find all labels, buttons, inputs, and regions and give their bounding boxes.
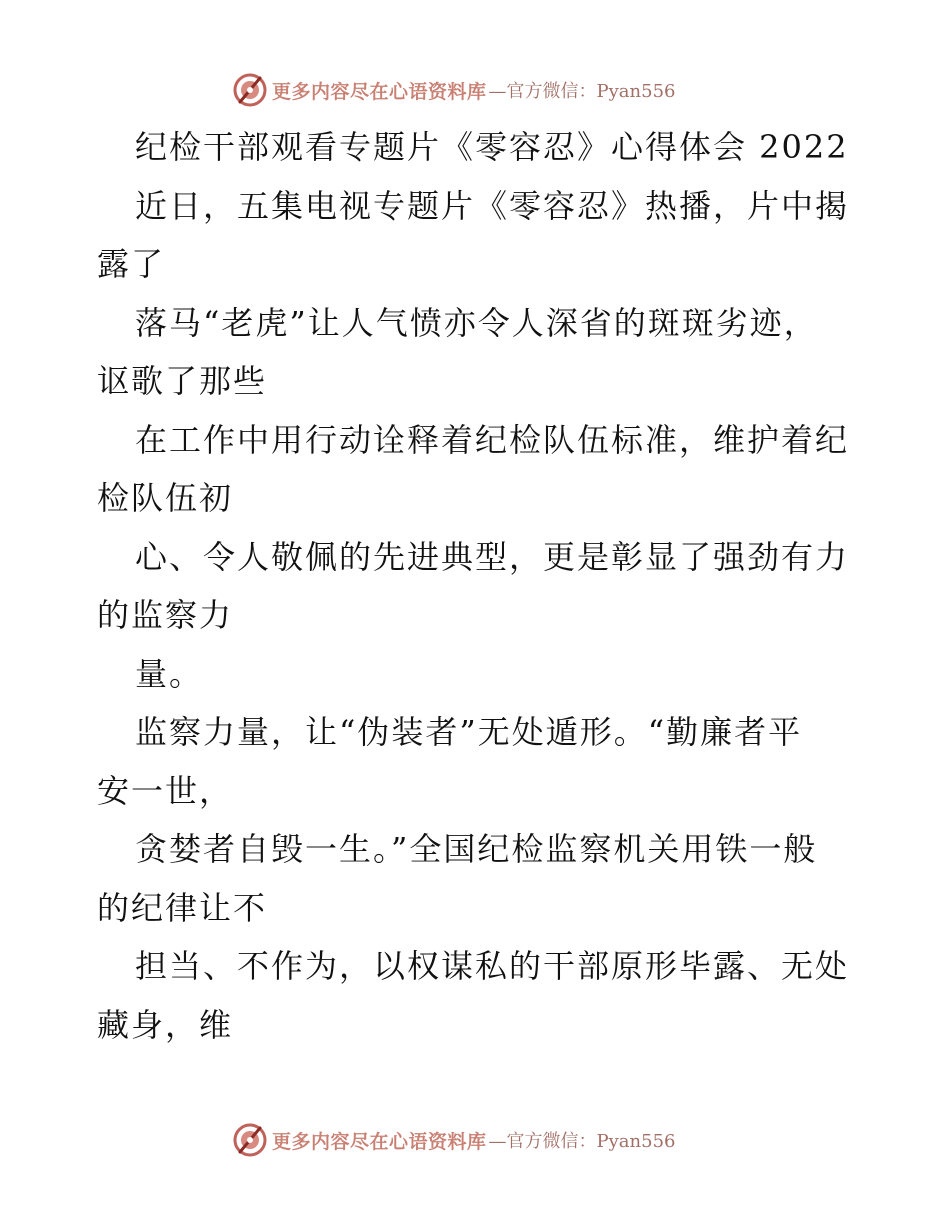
paragraph-line: 检队伍初	[97, 479, 234, 517]
paragraph-line: 露了	[97, 245, 166, 283]
paragraph-line: 藏身，维	[97, 1005, 234, 1044]
paragraph-line: 近日，五集电视专题片《零容忍》热播，片中揭	[135, 186, 850, 225]
paragraph-line: 讴歌了那些	[97, 362, 268, 400]
watermark-wechat-text: —官方微信：Pyan556	[488, 81, 676, 102]
paragraph-line: 安一世，	[97, 771, 234, 810]
document-title: 纪检干部观看专题片《零容忍》心得体会 2022	[135, 128, 849, 166]
red-seal-logo-icon	[232, 72, 268, 108]
header-watermark	[232, 70, 675, 110]
paragraph-line: 的监察力	[97, 596, 234, 634]
watermark-wechat-text: —官方微信：Pyan556	[488, 1131, 676, 1152]
red-seal-logo-icon	[232, 1122, 268, 1158]
paragraph-line: 监察力量，让“伪装者”无处遁形。“勤廉者平	[135, 713, 803, 751]
paragraph-line: 在工作中用行动诠释着纪检队伍标准，维护着纪	[135, 420, 850, 459]
footer-watermark	[232, 1120, 675, 1160]
watermark-lead-text: 更多内容尽在心语资料库	[272, 1130, 487, 1153]
paragraph-line: 心、令人敬佩的先进典型，更是彰显了强劲有力	[135, 537, 850, 576]
paragraph-line: 量。	[135, 654, 204, 693]
paragraph-line: 落马“老虎”让人气愤亦令人深省的斑斑劣迹，	[135, 303, 818, 342]
paragraph-line: 贪婪者自毁一生。”全国纪检监察机关用铁一般	[135, 830, 818, 868]
watermark-lead-text: 更多内容尽在心语资料库	[272, 80, 487, 103]
paragraph-line: 的纪律让不	[97, 888, 268, 927]
paragraph-line: 担当、不作为，以权谋私的干部原形毕露、无处	[135, 947, 850, 985]
